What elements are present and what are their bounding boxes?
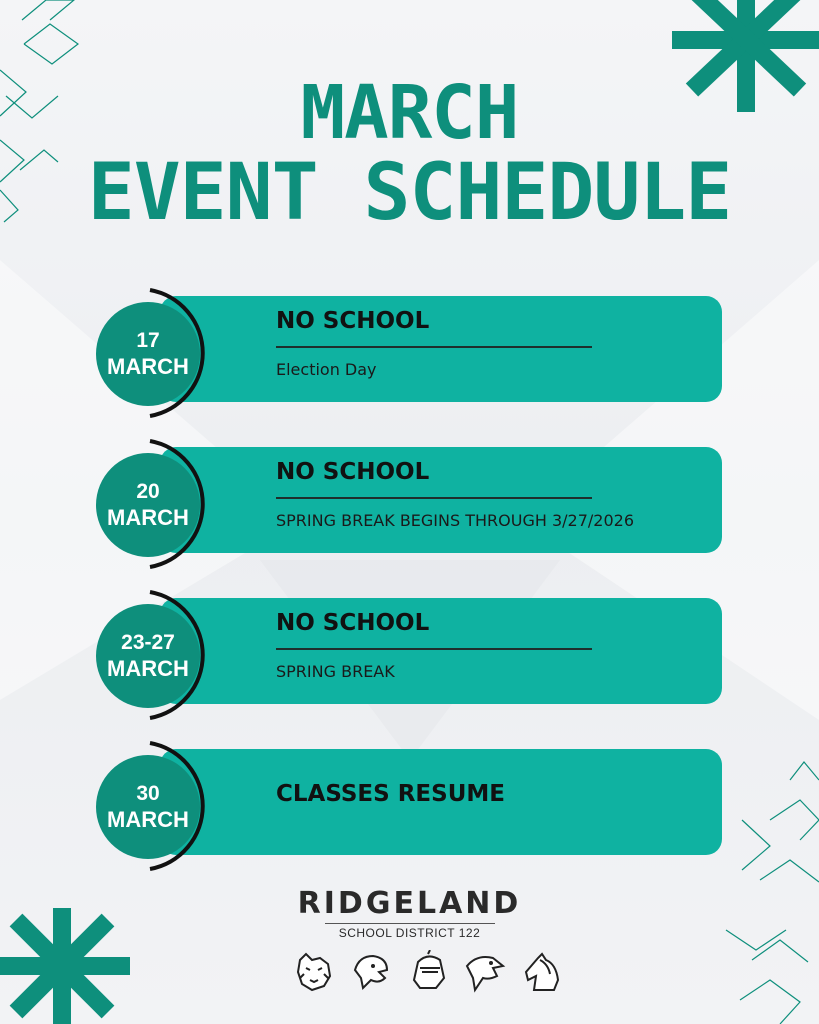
date-badge [96,604,200,708]
eagle-icon [349,950,393,994]
event-day: 20 [136,480,160,503]
date-badge [96,755,200,859]
title-line-1: MARCH [300,70,519,156]
title-line-2: EVENT SCHEDULE [87,148,732,238]
district-logo [0,886,819,940]
hawk-icon [463,950,507,994]
event-month: MARCH [107,505,189,530]
knight-icon [406,950,450,994]
horse-icon [520,950,564,994]
event-bar [160,296,722,402]
district-name: RIDGELAND [297,886,522,921]
event-card [90,437,730,571]
event-bar [160,447,722,553]
event-detail: SPRING BREAK BEGINS THROUGH 3/27/2026 [276,511,635,530]
event-day: 17 [136,329,160,352]
event-day: 30 [136,782,160,805]
event-detail: SPRING BREAK [276,662,395,681]
district-subtitle: SCHOOL DISTRICT 122 [338,926,481,940]
event-day: 23-27 [121,631,175,654]
event-divider [276,497,592,499]
event-heading: NO SCHOOL [276,459,430,485]
date-badge [96,453,200,557]
event-card [90,739,730,873]
event-divider [276,648,592,650]
tiger-icon [292,950,336,994]
event-card [90,588,730,722]
event-heading: NO SCHOOL [276,610,430,636]
event-card [90,286,730,420]
date-badge [96,302,200,406]
event-detail: Election Day [276,360,377,379]
event-heading: CLASSES RESUME [276,781,505,807]
event-month: MARCH [107,807,189,832]
mascot-row [292,948,564,996]
event-bar [160,598,722,704]
logo-divider [325,923,495,924]
event-divider [276,346,592,348]
event-month: MARCH [107,354,189,379]
event-month: MARCH [107,656,189,681]
event-heading: NO SCHOOL [276,308,430,334]
